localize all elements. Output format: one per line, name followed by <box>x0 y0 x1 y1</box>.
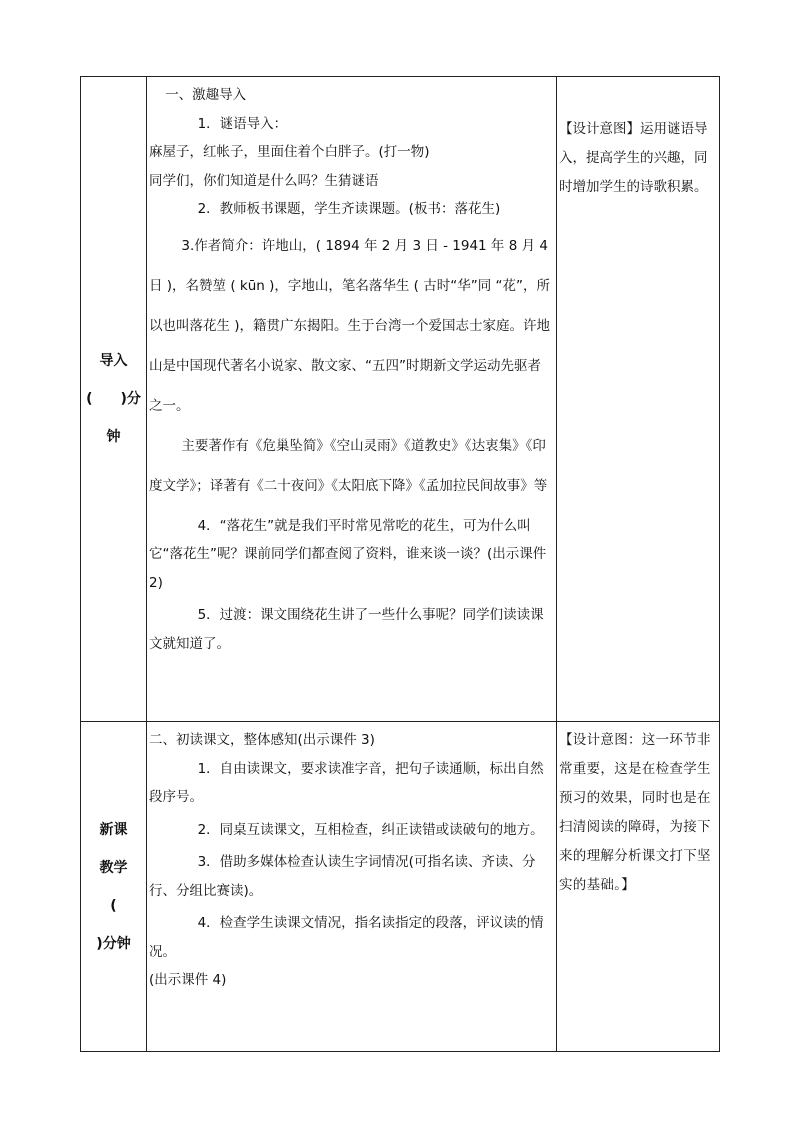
lesson-plan-table <box>80 76 720 1052</box>
stage-label: ( )分 <box>86 391 141 407</box>
stage-label: 新课 <box>99 821 128 838</box>
stage-label: 教学 <box>99 859 128 876</box>
author-intro-title: 3.作者简介： <box>181 237 262 254</box>
table-row-new-lesson <box>81 722 720 1052</box>
stage-label: 导入 <box>99 353 128 369</box>
stage-label: 钟 <box>106 429 121 445</box>
content-text: 主要著作有《危巢坠简》《空山灵雨》《道教史》《达衷集》《印度文学》；译著有《二十夜问》《太阳底下降》《孟加拉民间故事》等 <box>149 437 548 494</box>
section-heading: 二、初读课文，整体感知(出示课件 3) <box>149 732 375 748</box>
intent-cell-new-lesson <box>557 722 720 1052</box>
content-cell-intro <box>147 77 557 722</box>
table-row-intro <box>81 77 720 722</box>
content-item: 1．自由读课文，要求读准字音，把句子读通顺，标出自然段序号。 <box>149 760 544 805</box>
content-item: 4．检查学生读课文情况，指名读指定的段落，评议读的情况。 <box>149 915 544 960</box>
content-item: 2．教师板书课题，学生齐读课题。(板书：落花生) <box>197 201 501 217</box>
stage-label: ( <box>110 897 117 914</box>
content-text: 同学们，你们知道是什么吗？生猜谜语 <box>149 172 379 189</box>
stage-cell-new-lesson <box>81 722 147 1052</box>
content-text: 麻屋子，红帐子，里面住着个白胖子。(打一物) <box>149 144 430 160</box>
content-cell-new-lesson <box>147 722 557 1052</box>
intent-cell-intro <box>557 77 720 722</box>
stage-label: )分钟 <box>96 935 131 952</box>
author-intro-body: 许地山，( 1894 年 2 月 3 日 - 1941 年 8 月 4 日 )，名赞堃 ( kūn )，字地山，笔名落华生 ( 古时“华”同 “花”，所以也叫落花生 )，籍贯广东揭阳。生于台湾一个爱国志士家庭。许地山是中国现代著名小说家、散文家、“五四”时期新文学运动先驱者之一。 <box>149 237 551 414</box>
section-heading: 一、激趣导入 <box>165 87 247 103</box>
content-item: 3．借助多媒体检查认读生字词情况(可指名读、齐读、分行、分组比赛读)。 <box>149 854 536 899</box>
content-item: 1．谜语导入： <box>197 115 288 132</box>
design-intent: 【设计意图】运用谜语导入，提高学生的兴趣，同时增加学生的诗歌积累。 <box>559 121 708 195</box>
content-item: 5．过渡：课文围绕花生讲了一些什么事呢？同学们读读课文就知道了。 <box>149 607 544 652</box>
content-note: (出示课件 4) <box>149 972 227 988</box>
content-item: 2．同桌互读课文，互相检查，纠正读错或读破句的地方。 <box>197 821 544 838</box>
stage-cell-intro <box>81 77 147 722</box>
design-intent: 【设计意图：这一环节非常重要，这是在检查学生预习的效果，同时也是在扫清阅读的障碍，为接下来的理解分析课文打下坚实的基础。】 <box>559 732 711 893</box>
author-intro <box>149 226 554 426</box>
content-item: 4．“落花生”就是我们平时常见常吃的花生，可为什么叫它“落花生”呢？课前同学们都查阅了资料，谁来谈一谈？(出示课件 2) <box>149 517 547 591</box>
